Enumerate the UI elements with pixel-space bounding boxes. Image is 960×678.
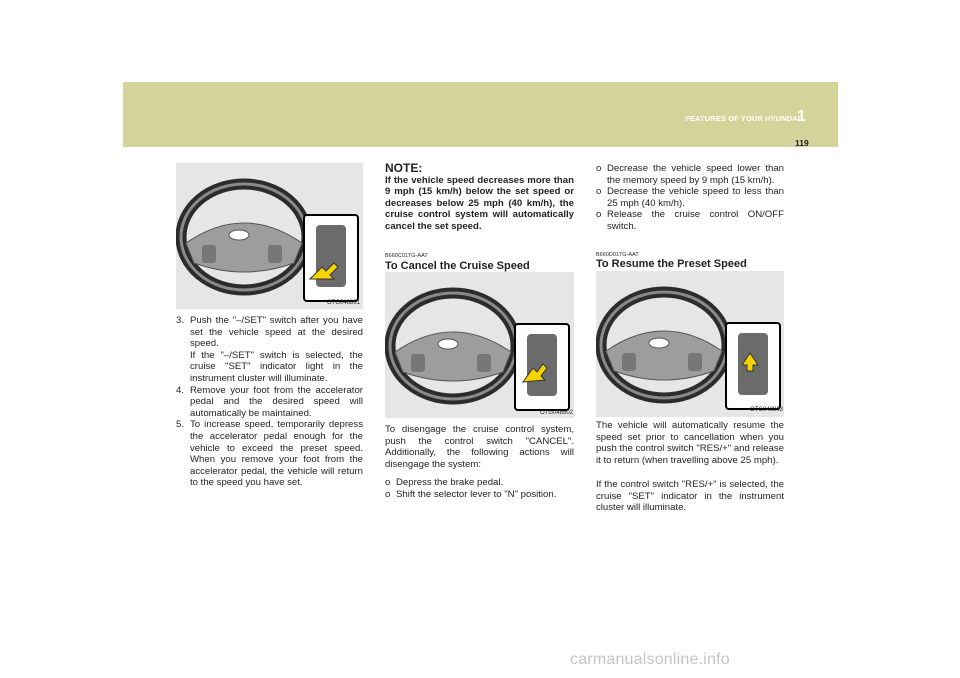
cancel-bullets (385, 477, 574, 500)
note-title: NOTE: (385, 161, 423, 175)
page-number: 119 (795, 138, 809, 148)
right-bullets (596, 163, 784, 233)
steering-wheel-illustration (385, 272, 574, 418)
figure-code: OTG048802 (540, 410, 574, 416)
cancel-body: To disengage the cruise control system, push the control switch "CANCEL". Additionally, the following actions will disengage the system: (385, 424, 574, 470)
list-item: o Shift the selector lever to "N" position. (385, 488, 557, 500)
list-item: o Decrease the vehicle speed to less than 25 mph (40 km/h). (596, 186, 784, 209)
list-item: o Decrease the vehicle speed lower than the memory speed by 9 mph (15 km/h). (596, 163, 784, 186)
figure-code: OTG048801 (327, 300, 361, 306)
step-item: 5. To increase speed, temporarily depress the accelerator pedal enough for the vehicle to exceed the preset speed. When you remove your foot from the accelerator pedal, the vehicle will return to the speed you have set. (176, 419, 363, 489)
steering-wheel-figure-set (176, 163, 363, 309)
resume-body-1: The vehicle will automatically resume the speed set prior to cancellation when you push the control switch "RES/+" and release it to return (when travelling above 25 mph). (596, 420, 784, 466)
steering-wheel-illustration (596, 271, 784, 417)
steering-wheel-illustration (176, 163, 363, 309)
chapter-number: 1 (797, 108, 806, 125)
figure-code: OTG048803 (750, 407, 784, 413)
section-header-title: FEATURES OF YOUR HYUNDAI (685, 114, 800, 123)
resume-body-2: If the control switch "RES/+" is selected, the cruise "SET" indicator in the instrument cluster will illuminate. (596, 479, 784, 514)
section-code: B660C01TG-AAT (385, 253, 428, 259)
left-column-steps (176, 315, 363, 489)
steering-wheel-figure-cancel (385, 272, 574, 418)
list-item: o Release the cruise control ON/OFF switch. (596, 209, 784, 232)
section-title-resume: To Resume the Preset Speed (596, 258, 747, 270)
watermark: carmanualsonline.info (570, 651, 730, 668)
steering-wheel-figure-resume (596, 271, 784, 417)
step-item: 4. Remove your foot from the accelerator pedal and the desired speed will automatically be maintained. (176, 384, 363, 419)
section-title-cancel: To Cancel the Cruise Speed (385, 260, 530, 272)
list-item: o Depress the brake pedal. (385, 477, 504, 488)
step-item: If the "–/SET" switch is selected, the cruise "SET" indicator light in the instrument cluster will illuminate. (190, 349, 363, 384)
section-code: B660D01TG-AAT (596, 252, 639, 258)
step-item: 3. Push the "–/SET" switch after you have set the vehicle speed at the desired speed. (176, 315, 363, 350)
note-body: If the vehicle speed decreases more than 9 mph (15 km/h) below the set speed or decreases below 25 mph (40 km/h), the cruise control system will automatically cancel the set speed. (385, 175, 574, 232)
